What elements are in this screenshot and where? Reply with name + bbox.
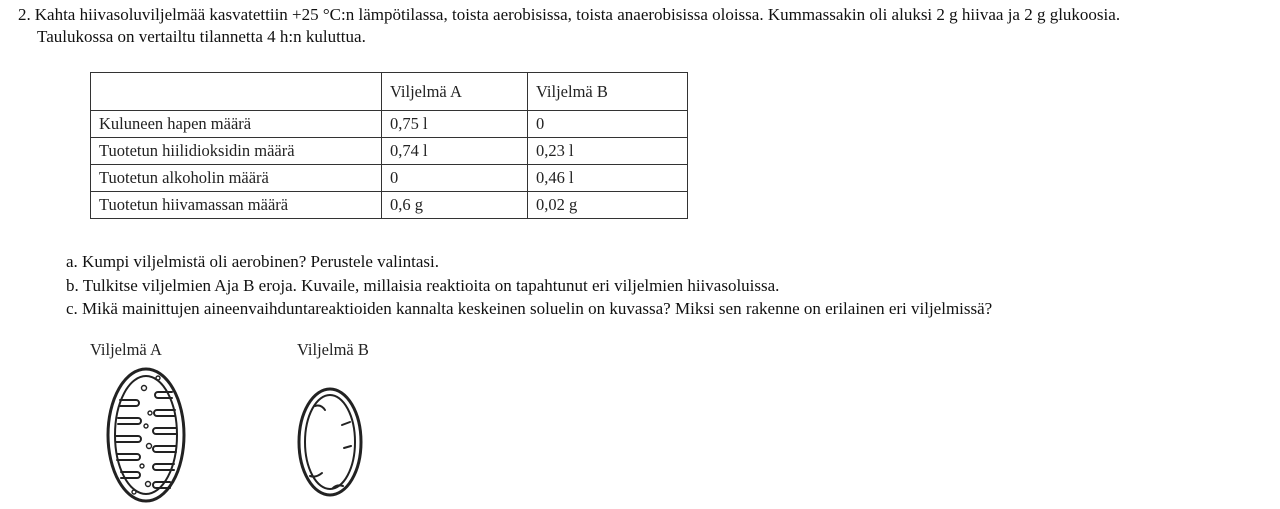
table-cell: 0,74 l [382, 138, 528, 165]
table-cell: Tuotetun alkoholin määrä [91, 165, 382, 192]
figure-label-a: Viljelmä A [90, 340, 162, 359]
table-row [91, 111, 688, 138]
table-header-cell: Viljelmä A [382, 73, 528, 111]
table-cell: Kuluneen hapen määrä [91, 111, 382, 138]
table-header-cell: Viljelmä B [528, 73, 688, 111]
question-text [18, 4, 1276, 48]
table-cell: 0,23 l [528, 138, 688, 165]
question-line-2: Taulukossa on vertailtu tilannetta 4 h:n kuluttua. [37, 27, 366, 46]
table-cell: 0,02 g [528, 192, 688, 219]
subquestion-list [66, 250, 992, 321]
question-intro: Kahta hiivasoluviljelmää kasvatettiin +25 °C:n lämpötilassa, toista aerobisissa, toista anaerobisissa oloissa. Kummassakin oli aluksi 2 g hiivaa ja 2 g glukoosia. [34, 5, 1121, 24]
table-header-row [91, 73, 688, 111]
figure-label-b: Viljelmä B [297, 340, 369, 359]
table-row [91, 165, 688, 192]
table-row [91, 138, 688, 165]
mitochondrion-a-icon [104, 366, 194, 506]
subquestion-a: a. Kumpi viljelmistä oli aerobinen? Perustele valintasi. [66, 252, 439, 271]
table-header-cell [91, 73, 382, 111]
question-number: 2. [18, 5, 31, 24]
table-cell: 0 [382, 165, 528, 192]
table-cell: Tuotetun hiivamassan määrä [91, 192, 382, 219]
comparison-table [90, 72, 688, 219]
table-row [91, 192, 688, 219]
question-line-1 [18, 4, 1276, 26]
table-cell: Tuotetun hiilidioksidin määrä [91, 138, 382, 165]
subquestion-c: c. Mikä mainittujen aineenvaihduntareaktioiden kannalta keskeinen soluelin on kuvassa? Miksi sen rakenne on erilainen eri viljelmissä? [66, 299, 993, 318]
subquestion-b: b. Tulkitse viljelmien Aja B eroja. Kuvaile, millaisia reaktioita on tapahtunut eri viljelmien hiivasoluissa. [66, 275, 780, 295]
table-cell: 0 [528, 111, 688, 138]
mitochondrion-b-icon [293, 384, 373, 504]
table-cell: 0,6 g [382, 192, 528, 219]
table-cell: 0,75 l [382, 111, 528, 138]
table-cell: 0,46 l [528, 165, 688, 192]
